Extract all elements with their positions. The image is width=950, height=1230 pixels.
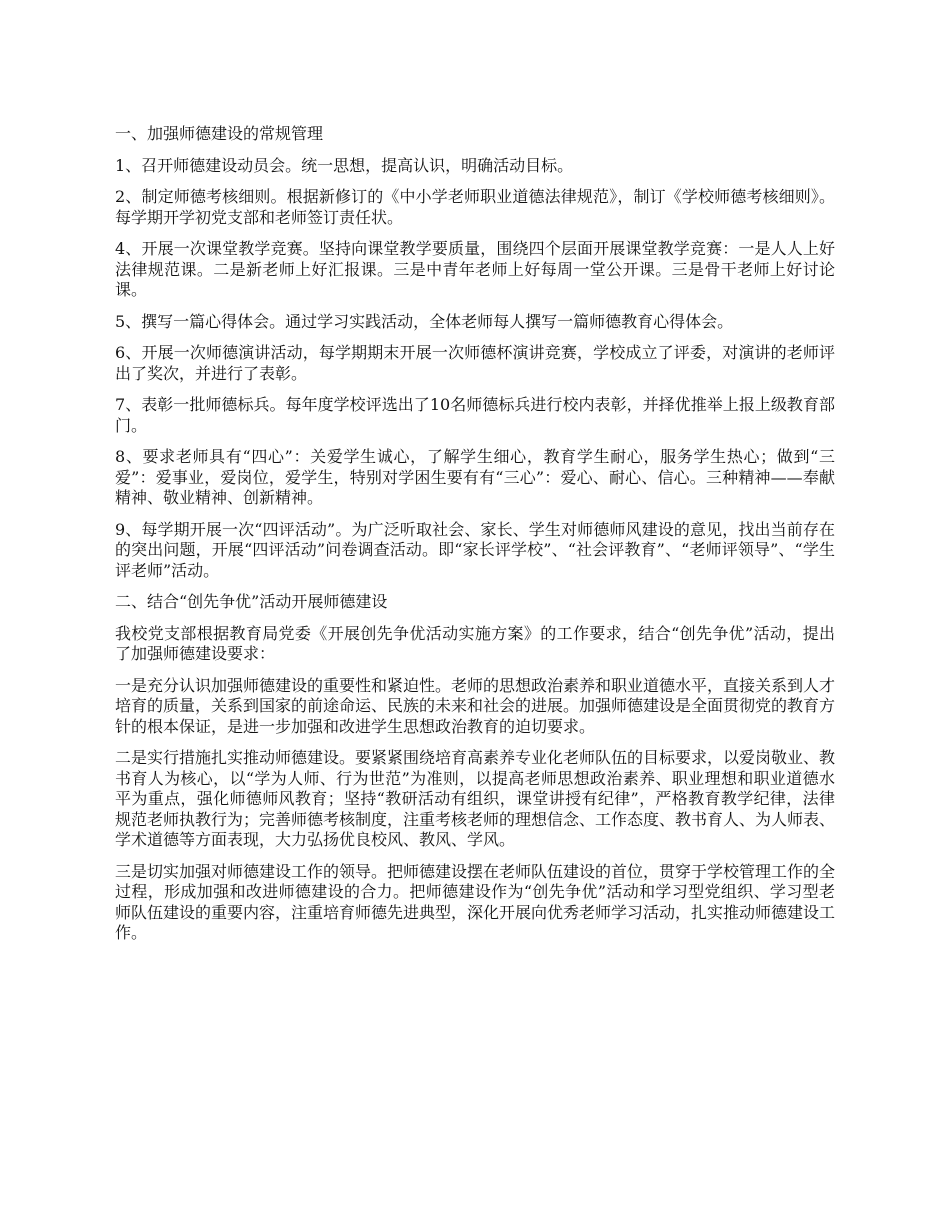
paragraph-item-7: 7、表彰一批师德标兵。每年度学校评选出了10名师德标兵进行校内表彰，并择优推举上报上级教育部门。	[115, 395, 835, 435]
document-body	[115, 124, 835, 955]
section-heading-2: 二、结合“创先争优”活动开展师德建设	[115, 592, 388, 611]
paragraph-item-8: 8、要求老师具有“四心”：关爱学生诚心，了解学生细心，教育学生耐心，服务学生热心；做到“三爱”：爱事业，爱岗位，爱学生，特别对学困生要有有“三心”：爱心、耐心、信心。三种精神——奉献精神、敬业精神、创新精神。	[115, 447, 835, 507]
paragraph-point-3: 三是切实加强对师德建设工作的领导。把师德建设摆在老师队伍建设的首位，贯穿于学校管理工作的全过程，形成加强和改进师德建设的合力。把师德建设作为“创先争优”活动和学习型党组织、学习型老师队伍建设的重要内容，注重培育师德先进典型，深化开展向优秀老师学习活动，扎实推动师德建设工作。	[115, 861, 836, 942]
section-heading-1: 一、加强师德建设的常规管理	[115, 124, 324, 143]
paragraph-item-1: 1、召开师德建设动员会。统一思想，提高认识，明确活动目标。	[115, 155, 574, 175]
paragraph-intro: 我校党支部根据教育局党委《开展创先争优活动实施方案》的工作要求，结合“创先争优”活动，提出了加强师德建设要求：	[115, 623, 835, 663]
paragraph-item-5: 5、撰写一篇心得体会。通过学习实践活动，全体老师每人撰写一篇师德教育心得体会。	[115, 311, 734, 331]
paragraph-item-4: 4、开展一次课堂教学竞赛。坚持向课堂教学要质量，围绕四个层面开展课堂教学竞赛：一是人人上好法律规范课。二是新老师上好汇报课。三是中青年老师上好每周一堂公开课。三是骨干老师上好讨论课。	[115, 239, 835, 299]
paragraph-item-6: 6、开展一次师德演讲活动，每学期期末开展一次师德杯演讲竞赛，学校成立了评委，对演讲的老师评出了奖次，并进行了表彰。	[115, 343, 835, 383]
paragraph-point-1: 一是充分认识加强师德建设的重要性和紧迫性。老师的思想政治素养和职业道德水平，直接关系到人才培育的质量，关系到国家的前途命运、民族的未来和社会的进展。加强师德建设是全面贯彻党的教育方针的根本保证，是进一步加强和改进学生思想政治教育的迫切要求。	[115, 675, 836, 736]
paragraph-item-2: 2、制定师德考核细则。根据新修订的《中小学老师职业道德法律规范》，制订《学校师德考核细则》。每学期开学初党支部和老师签订责任状。	[115, 187, 835, 227]
paragraph-point-2: 二是实行措施扎实推动师德建设。要紧紧围绕培育高素养专业化老师队伍的目标要求，以爱岗敬业、教书育人为核心，以“学为人师、行为世范”为准则，以提高老师思想政治素养、职业理想和职业道德水平为重点，强化师德师风教育；坚持“教研活动有组织，课堂讲授有纪律”，严格教育教学纪律，法律规范老师执教行为；完善师德考核制度，注重考核老师的理想信念、工作态度、教书育人、为人师表、学术道德等方面表现，大力弘扬优良校风、教风、学风。	[115, 748, 836, 849]
paragraph-item-9: 9、每学期开展一次“四评活动”。为广泛听取社会、家长、学生对师德师风建设的意见，找出当前存在的突出问题，开展“四评活动”问卷调查活动。即“家长评学校”、“社会评教育”、“老师评领导”、“学生评老师”活动。	[115, 519, 835, 580]
